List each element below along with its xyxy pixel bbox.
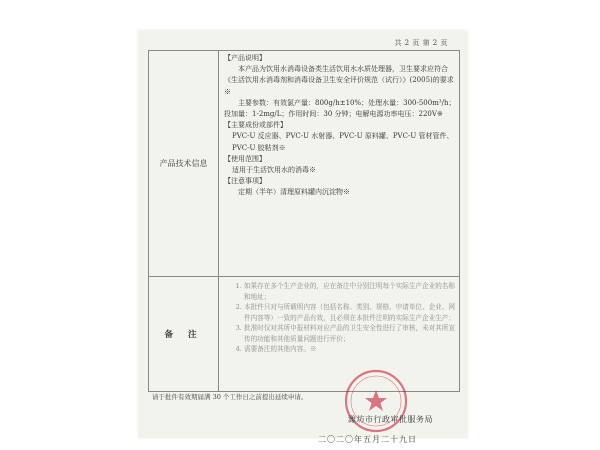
tech-info-line: 主要参数：有效氯产量：800g/h±10%；处理水量：300-500m³/h；投加量：1-2mg/L；作用时间：30 分钟；电解电源功率电压：220V※	[224, 98, 456, 119]
remark-item: 3. 批准时仅对其所申报材料对应产品的卫生安全性进行了审核，未对其所宣传的功能和其他质量问题进行评价；	[244, 323, 456, 344]
info-table	[148, 50, 460, 392]
tech-info-line: 本产品为饮用水消毒设备类生活饮用水水质处理器，卫生要求应符合《生活饮用水消毒剂和消毒设备卫生安全评价规范（试行）》(2005)的要求※	[224, 65, 454, 96]
certificate-page	[138, 30, 468, 444]
remark-item: 1. 如果存在多个生产企业的，应在备注中分别注明每个实际生产企业的名称和地址；	[244, 281, 456, 302]
tech-info-line: 适用于生活饮用水的消毒※	[232, 166, 316, 175]
tech-info-line: 【注意事项】	[224, 177, 266, 186]
remarks-content	[224, 281, 456, 355]
issuing-authority: 潍坊市行政审批服务局	[348, 415, 433, 424]
tech-info-line: 【主要成份或部件】	[224, 121, 287, 130]
remark-item: 2. 本批件只对与所载明内容（包括名称、类别、规格、申请单位、企业、网件内容等）一致的产品有效，且必须在本批件注明的实际生产企业生产；	[244, 302, 456, 323]
remarks-list	[224, 281, 456, 355]
remarks-label: 备 注	[149, 277, 219, 391]
tech-info-row	[149, 51, 459, 277]
page-number: 共 2 页 第 2 页	[394, 39, 448, 47]
remarks-row	[149, 277, 459, 391]
renewal-footnote: 请于批件有效期届满 30 个工作日之前提出延续申请。	[152, 393, 308, 401]
tech-info-line: 【使用范围】	[224, 154, 266, 163]
tech-info-label: 产品技术信息	[149, 51, 219, 276]
tech-info-line: 定期（半年）清理原料罐内沉淀物※	[238, 188, 350, 197]
tech-info-line: PVC-U 反应器、PVC-U 水射器、PVC-U 原料罐、PVC-U 管材管件、PVC-U 胶粘剂※	[232, 132, 454, 152]
tech-info-line: 【产品说明】	[224, 54, 266, 62]
issue-date: 二〇二〇年五月二十九日	[318, 435, 417, 444]
tech-info-content	[224, 53, 456, 199]
remark-item: 4. 需要备注的其他内容。※	[244, 344, 456, 355]
